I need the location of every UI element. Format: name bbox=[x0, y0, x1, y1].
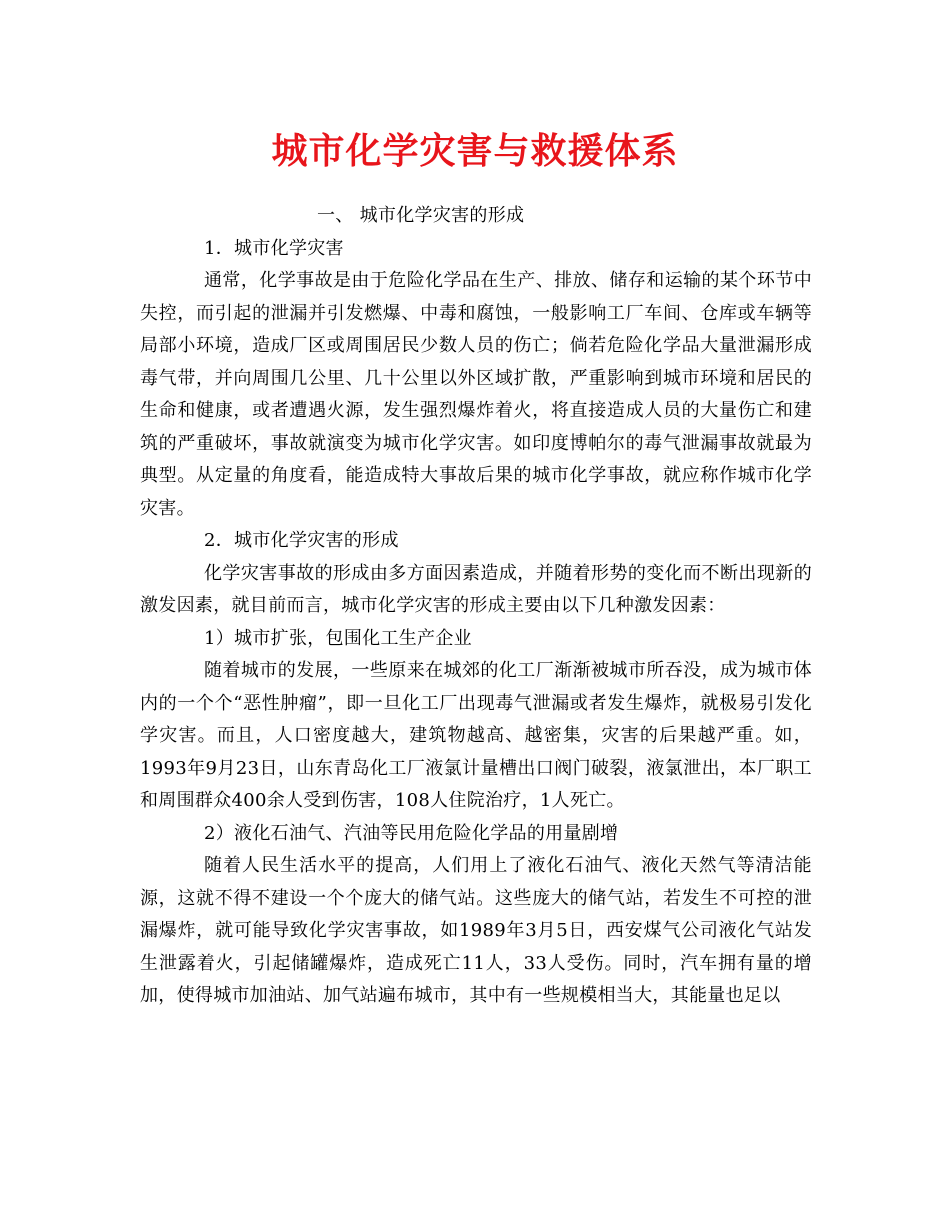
section-heading: 一、 城市化学灾害的形成 bbox=[317, 205, 525, 226]
document-body bbox=[140, 200, 812, 1013]
list-heading: 1）城市扩张，包围化工生产企业 bbox=[204, 627, 472, 649]
subsection-heading: 2．城市化学灾害的形成 bbox=[204, 530, 399, 551]
list-heading: 2）液化石油气、汽油等民用危险化学品的用量剧增 bbox=[204, 822, 619, 844]
paragraph: 随着人民生活水平的提高，人们用上了液化石油气、液化天然气等清洁能源，这就不得不建设一个个庞大的储气站。这些庞大的储气站，若发生不可控的泄漏爆炸，就可能导致化学灾害事故，如1989年3月5日，西安煤气公司液化气站发生泄露着火，引起储罐爆炸，造成死亡11人，33人受伤。同时，汽车拥有量的增加，使得城市加油站、加气站遍布城市，其中有一些规模相当大，其能量也足以 bbox=[140, 855, 812, 1006]
paragraph: 通常，化学事故是由于危险化学品在生产、排放、储存和运输的某个环节中失控，而引起的泄漏并引发燃爆、中毒和腐蚀，一般影响工厂车间、仓库或车辆等局部小环境，造成厂区或周围居民少数人员的伤亡；倘若危险化学品大量泄漏形成毒气带，并向周围几公里、几十公里以外区域扩散，严重影响到城市环境和居民的生命和健康，或者遭遇火源，发生强烈爆炸着火，将直接造成人员的大量伤亡和建筑的严重破坏，事故就演变为城市化学灾害。如印度博帕尔的毒气泄漏事故就最为典型。从定量的角度看，能造成特大事故后果的城市化学事故，就应称作城市化学灾害。 bbox=[140, 270, 812, 519]
paragraph: 随着城市的发展，一些原来在城郊的化工厂渐渐被城市所吞没，成为城市体内的一个个“恶性肿瘤”，即一旦化工厂出现毒气泄漏或者发生爆炸，就极易引发化学灾害。而且，人口密度越大，建筑物越高、越密集，灾害的后果越严重。如， 1993年9月23日，山东青岛化工厂液氯计量槽出口阀门破裂，液氯泄出，本厂职工和周围群众400余人受到伤害，108人住院治疗，1人死亡。 bbox=[140, 660, 812, 811]
subsection-heading: 1．城市化学灾害 bbox=[204, 237, 344, 259]
paragraph: 化学灾害事故的形成由多方面因素造成，并随着形势的变化而不断出现新的激发因素，就目前而言，城市化学灾害的形成主要由以下几种激发因素： bbox=[140, 562, 812, 616]
document-title: 城市化学灾害与救援体系 bbox=[271, 130, 679, 172]
